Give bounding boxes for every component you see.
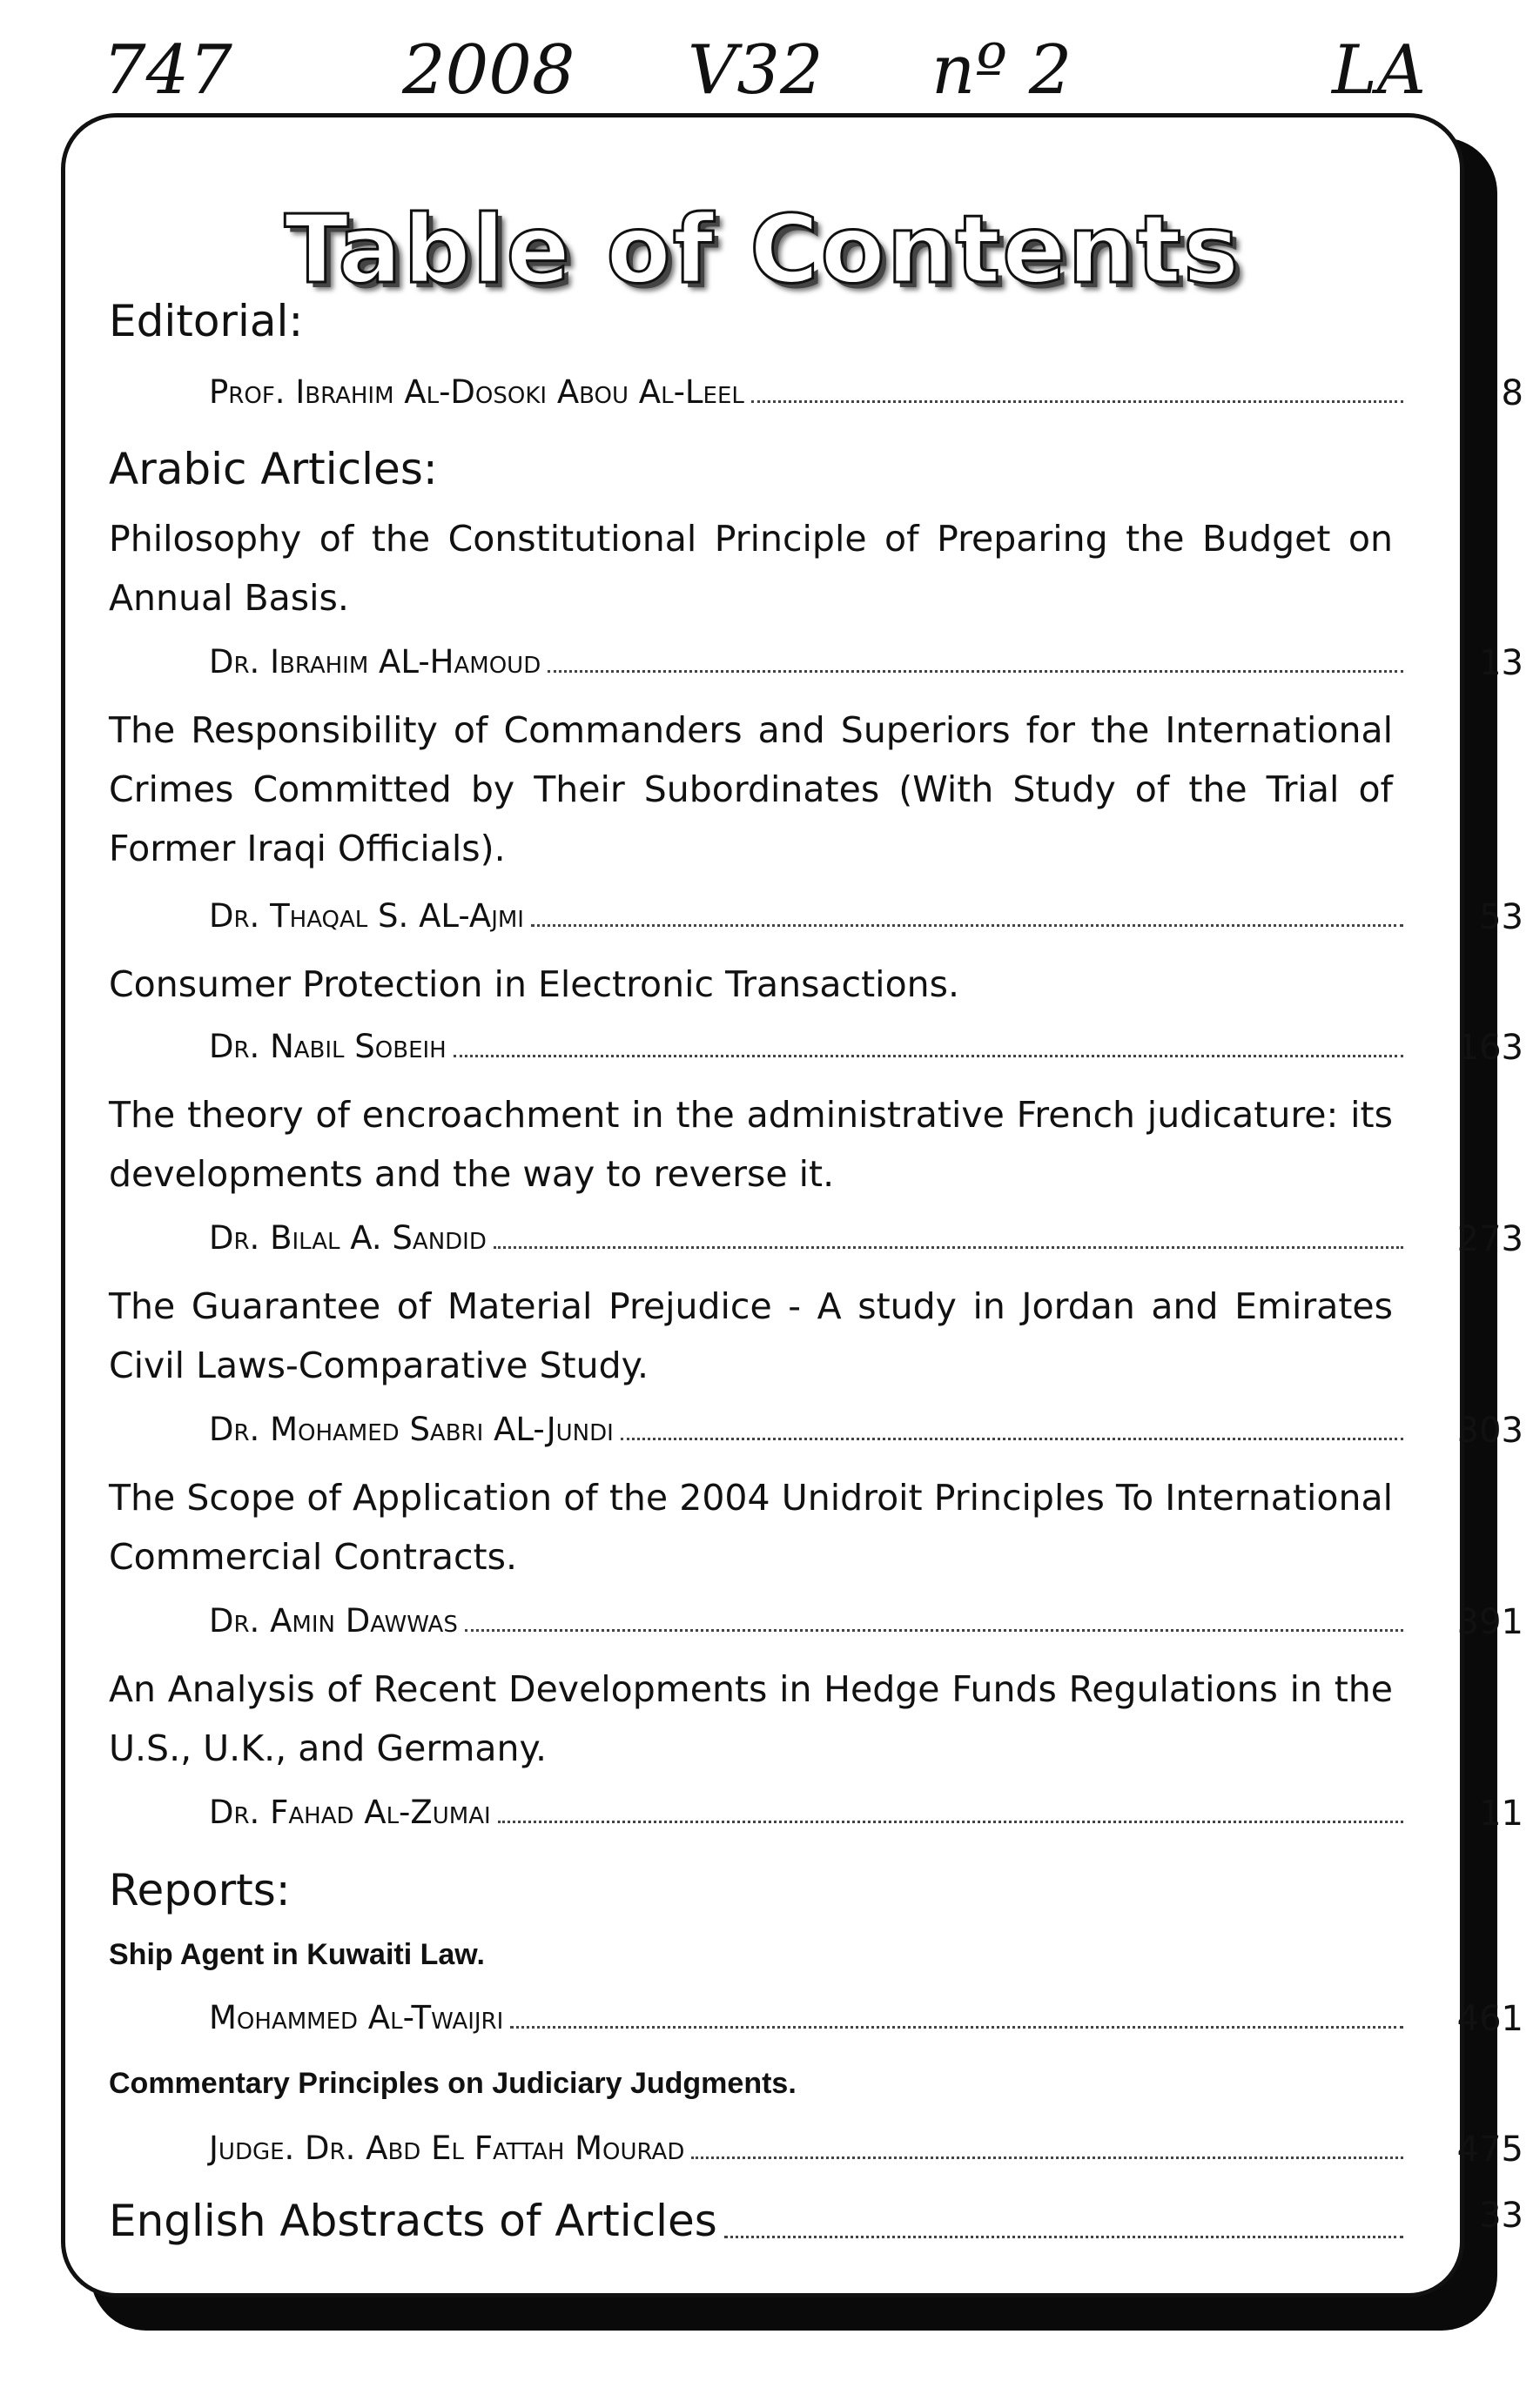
entry-page: 33 [1479,2196,1523,2236]
handwritten-note-number: 747 [103,31,232,110]
dot-leader [691,2156,1403,2159]
entry-page: 163 [1456,1028,1523,1068]
toc-entry-article[interactable] [209,1411,1523,1451]
dot-leader [465,1629,1403,1632]
toc-entry-article[interactable] [209,1028,1523,1068]
article-title: The Guarantee of Material Prejudice - A study in Jordan and Emirates Civil Laws-Comparative Study. [109,1285,1393,1386]
entry-label: English Abstracts of Articles [109,2196,717,2246]
entry-page: 13 [1479,643,1523,683]
toc-entry-report[interactable] [209,1999,1523,2039]
dot-leader [531,924,1403,927]
page-title: Table of Contents [284,196,1241,305]
entry-page: 53 [1479,897,1523,937]
article-title: Philosophy of the Constitutional Principle of Preparing the Budget on Annual Basis. [109,518,1393,619]
dot-leader [494,1246,1403,1249]
section-heading-editorial: Editorial: [109,296,304,346]
handwritten-note-issue: nº 2 [931,31,1072,110]
entry-author: Judge. Dr. Abd El Fattah Mourad [209,2130,685,2167]
entry-page: 391 [1456,1602,1523,1642]
contents-panel [61,113,1523,2297]
dot-leader [498,1821,1403,1823]
toc-entry-article[interactable] [209,643,1523,683]
entry-author: Dr. Bilal A. Sandid [209,1219,487,1257]
dot-leader [510,2026,1403,2029]
article-title: The Responsibility of Commanders and Superiors for the International Crimes Committed by Their Subordinates (With Study of the Trial of Former Iraqi Officials). [109,709,1393,869]
entry-page: 461 [1456,1999,1523,2039]
article-title: The Scope of Application of the 2004 Unidroit Principles To International Commercial Contracts. [109,1477,1393,1578]
entry-page: 475 [1456,2130,1523,2170]
report-title: Commentary Principles on Judiciary Judgments. [109,2067,797,2100]
dot-leader [621,1438,1403,1440]
toc-entry-article[interactable] [209,897,1523,937]
dot-leader [724,2236,1403,2238]
entry-author: Dr. Mohamed Sabri AL-Jundi [209,1411,614,1448]
entry-author: Dr. Thaqal S. AL-Ajmi [209,897,524,935]
entry-author: Mohammed Al-Twaijri [209,1999,504,2036]
toc-entry-article[interactable] [209,1219,1523,1259]
handwritten-note-initials: LA [1332,31,1427,110]
entry-page: 273 [1456,1219,1523,1259]
entry-author: Dr. Nabil Sobeih [209,1028,447,1065]
section-heading-reports: Reports: [109,1865,291,1915]
section-heading-arabic-articles: Arabic Articles: [109,444,438,494]
entry-author: Dr. Ibrahim AL-Hamoud [209,643,541,681]
entry-author: Dr. Fahad Al-Zumai [209,1794,491,1831]
toc-entry-english-abstracts[interactable] [109,2196,1523,2246]
toc-entry-editorial[interactable] [209,373,1523,413]
dot-leader [454,1055,1403,1057]
toc-entry-article[interactable] [209,1602,1523,1642]
dot-leader [751,400,1403,403]
toc-entry-article[interactable] [209,1794,1523,1834]
entry-page: 8 [1501,373,1523,413]
dot-leader [548,670,1403,673]
toc-entry-report[interactable] [209,2130,1523,2170]
handwritten-note-year: 2008 [402,31,575,110]
entry-author: Prof. Ibrahim Al-Dosoki Abou Al-Leel [209,373,744,411]
article-title: An Analysis of Recent Developments in Hedge Funds Regulations in the U.S., U.K., and Germany. [109,1668,1393,1769]
report-title: Ship Agent in Kuwaiti Law. [109,1938,485,1971]
article-title: The theory of encroachment in the administrative French judicature: its developments and the way to reverse it. [109,1094,1393,1195]
entry-page: 303 [1456,1411,1523,1451]
article-title: Consumer Protection in Electronic Transactions. [109,963,960,1005]
entry-author: Dr. Amin Dawwas [209,1602,458,1640]
handwritten-note-volume: V32 [688,31,824,110]
entry-page: 11 [1479,1794,1523,1834]
